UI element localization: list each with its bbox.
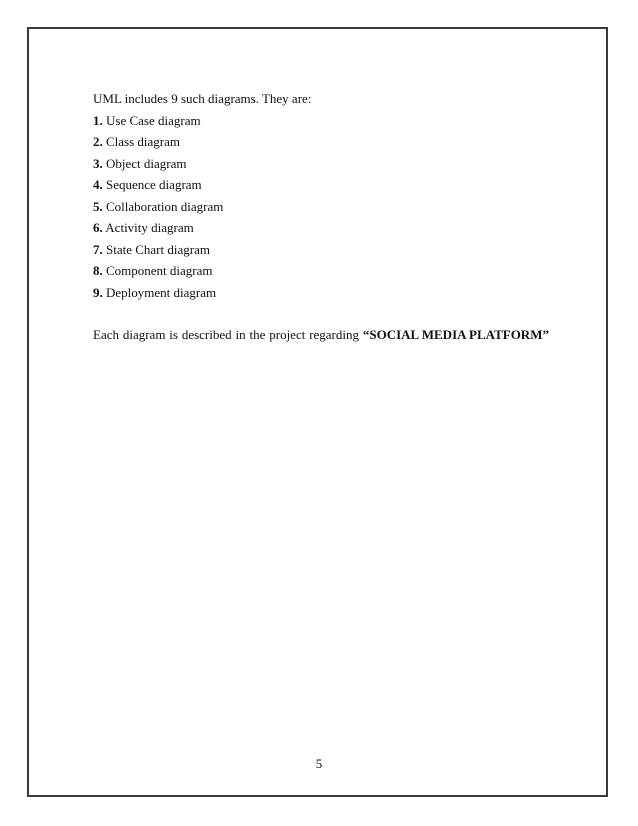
- item-number: 4.: [93, 177, 103, 192]
- list-item: [93, 153, 563, 175]
- project-title: “SOCIAL MEDIA PLATFORM”: [362, 327, 549, 342]
- list-item: [93, 196, 563, 218]
- closing-sentence: [93, 324, 549, 346]
- item-label: Class diagram: [106, 134, 181, 149]
- list-item: [93, 260, 563, 282]
- diagram-list: [93, 110, 563, 304]
- list-item: [93, 174, 563, 196]
- item-number: 1.: [93, 112, 103, 128]
- item-label: State Chart diagram: [106, 241, 210, 257]
- closing-word: described: [181, 327, 232, 342]
- item-number: 5.: [93, 198, 103, 214]
- closing-word: is: [169, 327, 178, 342]
- closing-word: regarding: [309, 327, 359, 342]
- item-label: Activity diagram: [105, 220, 194, 235]
- closing-word: Each: [93, 327, 119, 342]
- page-number: 5: [315, 756, 323, 771]
- list-item: [93, 217, 563, 239]
- closing-word: project: [269, 327, 306, 342]
- item-number: 9.: [93, 284, 103, 300]
- closing-word: the: [249, 327, 266, 342]
- item-label: Deployment diagram: [106, 284, 217, 300]
- item-number: 2.: [93, 134, 103, 149]
- list-item: [93, 110, 563, 132]
- item-label: Sequence diagram: [106, 177, 202, 192]
- intro-text: UML includes 9 such diagrams. They are:: [93, 91, 312, 106]
- document-body: [93, 88, 563, 346]
- item-number: 7.: [93, 241, 103, 257]
- item-label: Component diagram: [106, 263, 213, 278]
- list-item: [93, 131, 563, 153]
- closing-word: in: [235, 327, 246, 342]
- list-item: [93, 239, 563, 261]
- closing-word: diagram: [122, 327, 166, 342]
- item-number: 8.: [93, 263, 103, 278]
- item-number: 3.: [93, 155, 103, 171]
- item-label: Object diagram: [106, 155, 187, 171]
- item-label: Collaboration diagram: [106, 198, 224, 214]
- item-label: Use Case diagram: [106, 112, 201, 128]
- list-item: [93, 282, 563, 304]
- item-number: 6.: [93, 220, 103, 235]
